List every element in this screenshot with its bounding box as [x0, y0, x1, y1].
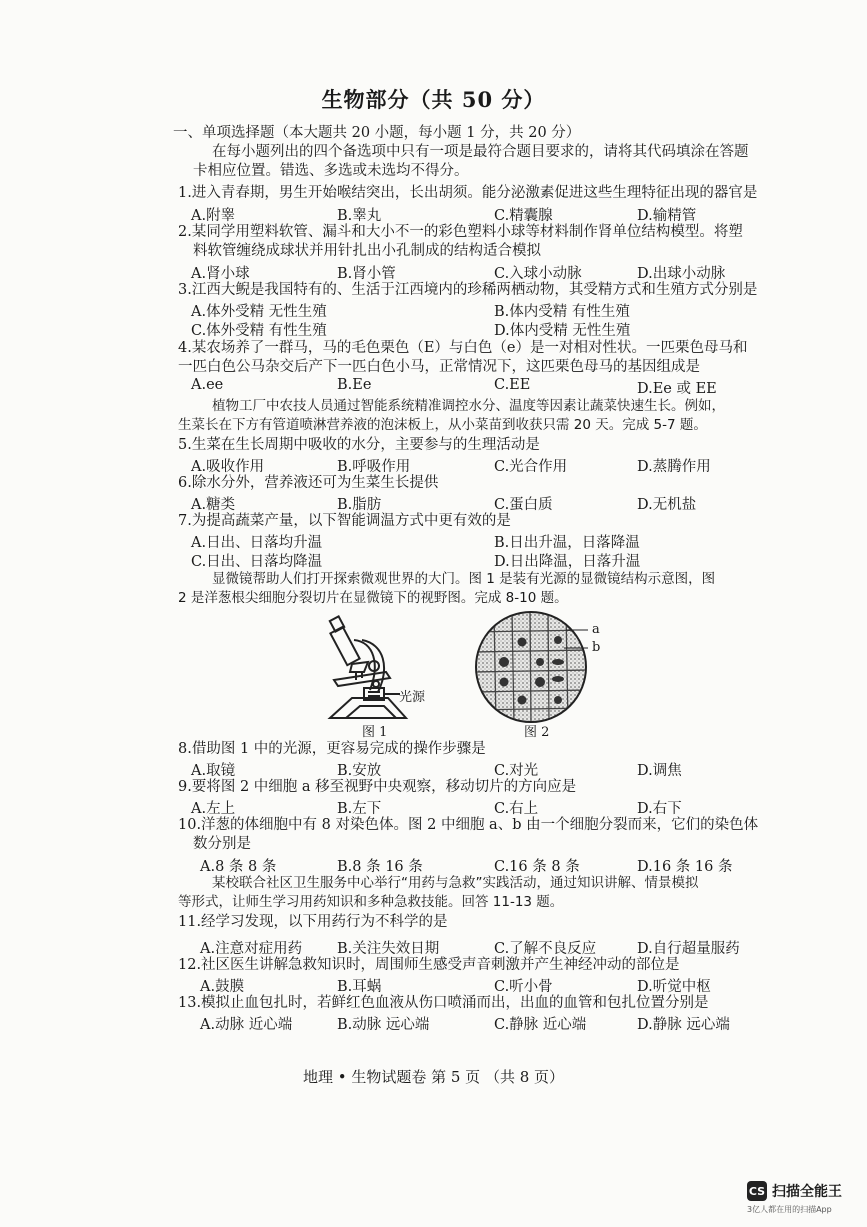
- option-a: A.动脉 近心端: [200, 1017, 293, 1033]
- section-heading: 一、单项选择题（本大题共 20 小题，每小题 1 分，共 20 分）: [173, 125, 581, 141]
- question-stem: 2.某同学用塑料软管、漏斗和大小不一的彩色塑料小球等材料制作肾单位结构模型。将塑: [178, 224, 743, 240]
- scanner-tagline: 3亿人都在用的扫描App: [747, 1205, 832, 1214]
- option-b: B.耳蜗: [337, 979, 382, 995]
- option-d: D.16 条 16 条: [637, 859, 733, 875]
- question-stem: 11.经学习发现，以下用药行为不科学的是: [178, 914, 448, 930]
- page-title: 生物部分（共 50 分）: [321, 87, 546, 112]
- option-d: D.蒸腾作用: [637, 459, 711, 475]
- cs-logo-icon: CS: [747, 1181, 767, 1201]
- option-d: D.输精管: [637, 208, 697, 224]
- option-d: D.Ee 或 EE: [637, 381, 717, 397]
- option-b: B.关注失效日期: [337, 941, 440, 957]
- option-d: D.自行超量服药: [637, 941, 740, 957]
- question-stem: 7.为提高蔬菜产量，以下智能调温方式中更有效的是: [178, 513, 511, 529]
- label-a: a: [592, 622, 600, 637]
- option-c: C.静脉 近心端: [494, 1017, 587, 1033]
- option-c: C.蛋白质: [494, 497, 553, 513]
- scanner-app-name: 扫描全能王: [772, 1184, 842, 1200]
- option-d: D.右下: [637, 801, 682, 817]
- option-c: C.对光: [494, 763, 539, 779]
- option-a: A.体外受精 无性生殖: [191, 304, 327, 320]
- light-source-label: 光源: [399, 690, 426, 705]
- question-stem: 料软管缠绕成球状并用针扎出小孔制成的结构适合模拟: [193, 243, 541, 259]
- question-stem: 9.要将图 2 中细胞 a 移至视野中央观察，移动切片的方向应是: [178, 779, 577, 795]
- scanner-logo: [747, 1181, 842, 1201]
- question-stem: 12.社区医生讲解急救知识时，周围师生感受声音刺激并产生神经冲动的部位是: [178, 957, 680, 973]
- question-stem: 5.生菜在生长周期中吸收的水分，主要参与的生理活动是: [178, 437, 540, 453]
- section-instruction: 卡相应位置。错选、多选或未选均不得分。: [193, 163, 469, 179]
- option-c: C.EE: [494, 377, 531, 393]
- option-d: D.日出降温，日落升温: [494, 554, 641, 570]
- option-b: B.日出升温，日落降温: [494, 535, 640, 551]
- option-a: A.左上: [191, 801, 236, 817]
- option-d: D.出球小动脉: [637, 266, 726, 282]
- option-c: C.入球小动脉: [494, 266, 582, 282]
- option-a: A.附睾: [191, 208, 236, 224]
- option-a: A.吸收作用: [191, 459, 265, 475]
- option-c: C.光合作用: [494, 459, 568, 475]
- option-b: B.动脉 远心端: [337, 1017, 430, 1033]
- question-stem: 数分别是: [193, 836, 251, 852]
- label-b: b: [592, 640, 601, 655]
- option-b: B.安放: [337, 763, 382, 779]
- material-text: 植物工厂中农技人员通过智能系统精准调控水分、温度等因素让蔬菜快速生长。例如，: [212, 398, 725, 414]
- option-d: D.调焦: [637, 763, 682, 779]
- option-c: C.精囊腺: [494, 208, 553, 224]
- figure-1-caption: 图 1: [362, 725, 388, 740]
- option-c: C.体外受精 有性生殖: [191, 323, 327, 339]
- microscope-figure: [318, 606, 438, 726]
- page-footer: 地理 • 生物试题卷 第 5 页 （共 8 页）: [302, 1068, 565, 1086]
- option-d: D.体内受精 无性生殖: [494, 323, 631, 339]
- option-c: C.日出、日落均降温: [191, 554, 323, 570]
- option-c: C.了解不良反应: [494, 941, 597, 957]
- option-d: D.无机盐: [637, 497, 697, 513]
- option-a: A.8 条 8 条: [200, 859, 277, 875]
- option-c: C.听小骨: [494, 979, 553, 995]
- option-b: B.Ee: [337, 377, 372, 393]
- option-b: B.8 条 16 条: [337, 859, 423, 875]
- material-text: 某校联合社区卫生服务中心举行“用药与急救”实践活动，通过知识讲解、情景模拟: [212, 875, 699, 891]
- option-a: A.鼓膜: [200, 979, 245, 995]
- question-stem: 13.模拟止血包扎时，若鲜红色血液从伤口喷涌而出，出血的血管和包扎位置分别是: [178, 995, 709, 1011]
- question-stem: 10.洋葱的体细胞中有 8 对染色体。图 2 中细胞 a、b 由一个细胞分裂而来，它们的染色体: [178, 817, 759, 833]
- option-c: C.16 条 8 条: [494, 859, 580, 875]
- material-text: 等形式，让师生学习用药知识和多种急救技能。回答 11-13 题。: [178, 894, 564, 910]
- option-b: B.睾丸: [337, 208, 382, 224]
- section-instruction: 在每小题列出的四个备选项中只有一项是最符合题目要求的，请将其代码填涂在答题: [212, 144, 749, 160]
- option-c: C.右上: [494, 801, 539, 817]
- figure-2-caption: 图 2: [524, 725, 550, 740]
- question-stem: 6.除水分外，营养液还可为生菜生长提供: [178, 475, 439, 491]
- option-a: A.取镜: [191, 763, 236, 779]
- option-d: D.静脉 远心端: [637, 1017, 730, 1033]
- material-text: 显微镜帮助人们打开探索微观世界的大门。图 1 是装有光源的显微镜结构示意图，图: [212, 571, 716, 587]
- question-stem: 8.借助图 1 中的光源，更容易完成的操作步骤是: [178, 741, 486, 757]
- question-stem: 1.进入青春期，男生开始喉结突出，长出胡须。能分泌激素促进这些生理特征出现的器官是: [178, 185, 758, 201]
- option-a: A.日出、日落均升温: [191, 535, 323, 551]
- option-a: A.肾小球: [191, 266, 250, 282]
- question-stem: 3.江西大鲵是我国特有的、生活于江西境内的珍稀两栖动物，其受精方式和生殖方式分别是: [178, 282, 758, 298]
- option-b: B.呼吸作用: [337, 459, 411, 475]
- option-a: A.糖类: [191, 497, 236, 513]
- option-b: B.肾小管: [337, 266, 396, 282]
- cell-division-figure: [474, 610, 588, 724]
- question-stem: 4.某农场养了一群马，马的毛色栗色（E）与白色（e）是一对相对性状。一匹栗色母马和: [178, 340, 748, 356]
- option-b: B.左下: [337, 801, 382, 817]
- question-stem: 一匹白色公马杂交后产下一匹白色小马，正常情况下，这匹栗色母马的基因组成是: [178, 359, 700, 375]
- material-text: 2 是洋葱根尖细胞分裂切片在显微镜下的视野图。完成 8-10 题。: [178, 590, 568, 606]
- option-b: B.脂肪: [337, 497, 382, 513]
- option-b: B.体内受精 有性生殖: [494, 304, 630, 320]
- material-text: 生菜长在下方有管道喷淋营养液的泡沫板上，从小菜苗到收获只需 20 天。完成 5-7 题。: [178, 417, 707, 433]
- option-d: D.听觉中枢: [637, 979, 711, 995]
- option-a: A.注意对症用药: [200, 941, 303, 957]
- option-a: A.ee: [191, 377, 224, 393]
